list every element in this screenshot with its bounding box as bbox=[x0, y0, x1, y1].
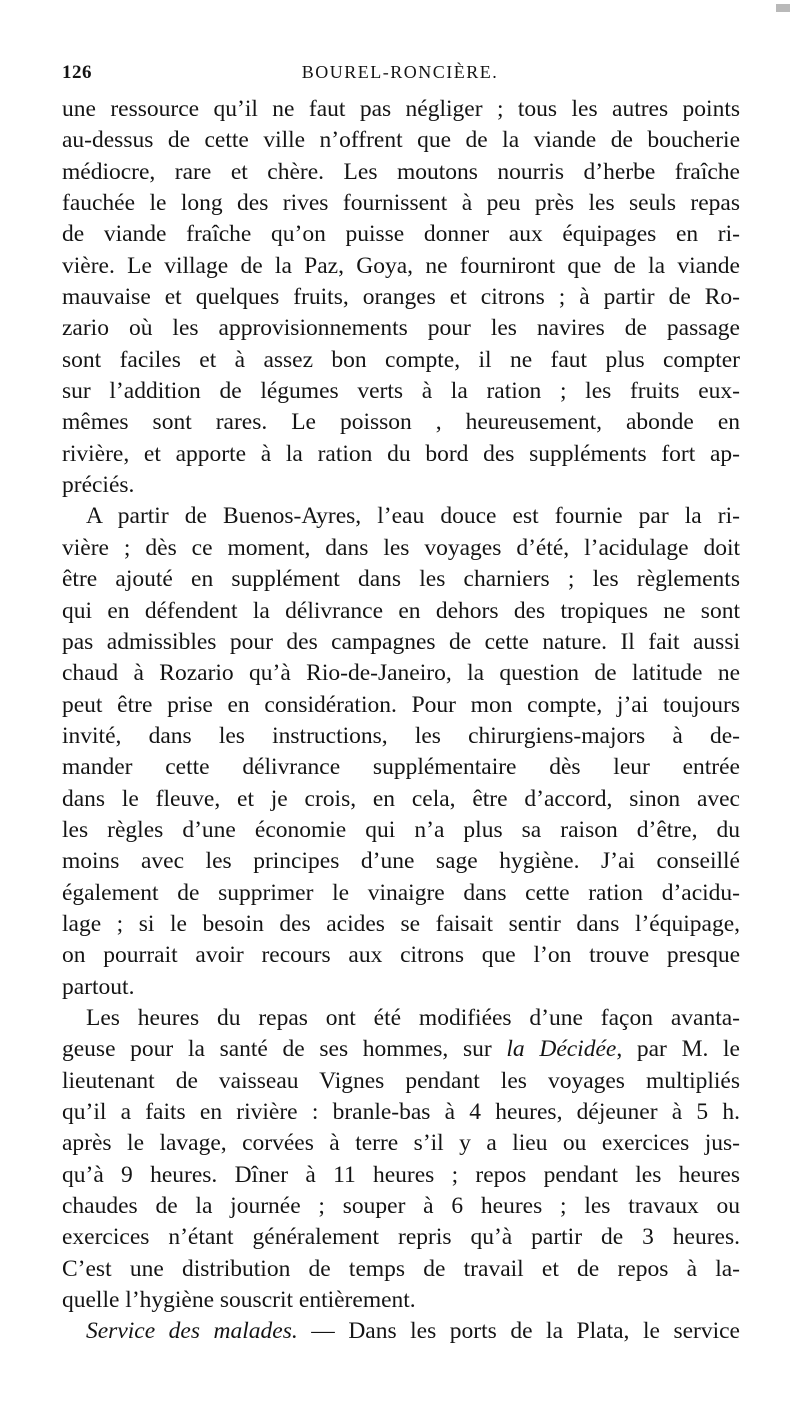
text-line: également de supprimer le vinaigre dans cette ration d’acidu- bbox=[62, 879, 740, 906]
text-line: moins avec les principes d’une sage hygiène. J’ai conseillé bbox=[62, 848, 740, 875]
text-line: après le lavage, corvées à terre s’il y a lieu ou exercices jus- bbox=[62, 1130, 740, 1157]
text-line: dans le fleuve, et je crois, en cela, être d’accord, sinon avec bbox=[62, 785, 740, 812]
text-line: mauvaise et quelques fruits, oranges et citrons ; à partir de Ro- bbox=[62, 284, 740, 311]
text-line: exercices n’étant généralement repris qu’à partir de 3 heures. bbox=[62, 1224, 740, 1251]
text-segment: , par M. le bbox=[616, 1036, 740, 1063]
page-header bbox=[62, 60, 738, 90]
text-segment: geuse pour la santé de ses hommes, sur bbox=[62, 1036, 507, 1063]
text-line: qu’à 9 heures. Dîner à 11 heures ; repos pendant les heures bbox=[62, 1161, 740, 1188]
text-line: sont faciles et à assez bon compte, il ne faut plus compter bbox=[62, 346, 740, 373]
text-line-with-italic bbox=[62, 1316, 740, 1347]
text-line: fauchée le long des rives fournissent à peu près les seuls repas bbox=[62, 190, 740, 217]
text-line: C’est une distribution de temps de travail et de repos à la- bbox=[62, 1255, 740, 1282]
text-line: mander cette délivrance supplémentaire dès leur entrée bbox=[62, 754, 740, 781]
text-line: médiocre, rare et chère. Les moutons nourris d’herbe fraîche bbox=[62, 158, 740, 185]
text-line: invité, dans les instructions, les chirurgiens-majors à de- bbox=[62, 722, 740, 749]
text-line: qu’il a faits en rivière : branle-bas à 4 heures, déjeuner à 5 h. bbox=[62, 1099, 740, 1125]
page-number: 126 bbox=[62, 62, 92, 83]
text-line-with-italic bbox=[62, 1034, 740, 1065]
text-line: Les heures du repas ont été modifiées d’une façon avanta- bbox=[86, 1004, 740, 1031]
scan-mark bbox=[776, 4, 790, 12]
running-head: BOUREL-RONCIÈRE. bbox=[301, 62, 499, 82]
text-line: peut être prise en considération. Pour mon compte, j’ai toujours bbox=[62, 691, 740, 718]
text-line: chaudes de la journée ; souper à 6 heures ; les travaux ou bbox=[62, 1193, 740, 1220]
text-line: on pourrait avoir recours aux citrons que l’on trouve presque bbox=[62, 942, 740, 969]
body-text bbox=[62, 94, 740, 1348]
text-line: chaud à Rozario qu’à Rio-de-Janeiro, la question de latitude ne bbox=[62, 660, 740, 687]
text-line: mêmes sont rares. Le poisson , heureusement, abonde en bbox=[62, 409, 740, 436]
text-line: A partir de Buenos-Ayres, l’eau douce est fournie par la ri- bbox=[86, 503, 740, 530]
text-line: zario où les approvisionnements pour les navires de passage bbox=[62, 315, 740, 342]
text-line: au-dessus de cette ville n’offrent que de la viande de boucherie bbox=[62, 127, 740, 154]
ship-name: la Décidée bbox=[506, 1036, 617, 1063]
text-line: être ajouté en supplément dans les charniers ; les règlements bbox=[62, 566, 740, 593]
section-title: Service des malades. bbox=[86, 1318, 298, 1345]
text-line: partout. bbox=[62, 973, 135, 1000]
text-line: préciés. bbox=[62, 472, 135, 499]
text-segment: — Dans les ports de la Plata, le service bbox=[297, 1318, 740, 1345]
text-line: vière. Le village de la Paz, Goya, ne fourniront que de la viande bbox=[62, 252, 740, 279]
text-line: de viande fraîche qu’on puisse donner aux équipages en ri- bbox=[62, 221, 740, 248]
text-line: une ressource qu’il ne faut pas négliger ; tous les autres points bbox=[62, 96, 740, 122]
text-line: lieutenant de vaisseau Vignes pendant les voyages multipliés bbox=[62, 1067, 740, 1094]
text-line: les règles d’une économie qui n’a plus sa raison d’être, du bbox=[62, 816, 740, 843]
text-line: qui en défendent la délivrance en dehors des tropiques ne sont bbox=[62, 597, 740, 624]
text-line: rivière, et apporte à la ration du bord des suppléments fort ap- bbox=[62, 440, 740, 467]
text-line: vière ; dès ce moment, dans les voyages d’été, l’acidulage doit bbox=[62, 534, 740, 561]
text-line: pas admissibles pour des campagnes de cette nature. Il fait aussi bbox=[62, 628, 740, 655]
text-line: lage ; si le besoin des acides se faisait sentir dans l’équipage, bbox=[62, 910, 740, 937]
text-line: sur l’addition de légumes verts à la ration ; les fruits eux- bbox=[62, 378, 740, 405]
text-line: quelle l’hygiène souscrit entièrement. bbox=[62, 1287, 416, 1314]
